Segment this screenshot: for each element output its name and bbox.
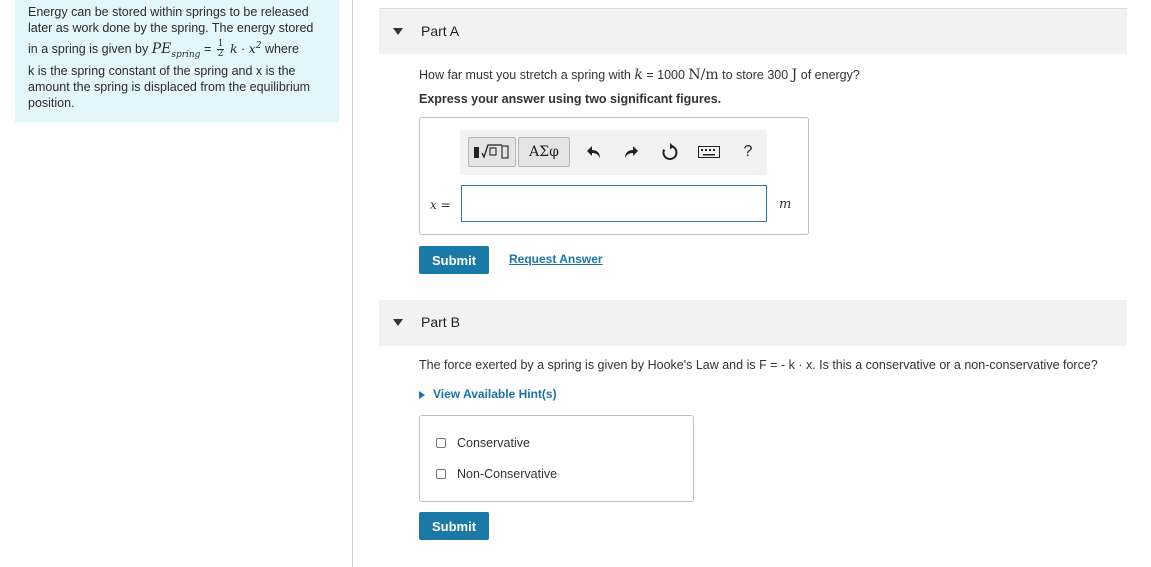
pe-symbol: $PE_{spring}$ <box>151 41 201 60</box>
dot-operator: · <box>241 42 246 57</box>
option-non-conservative[interactable] <box>436 467 557 481</box>
part-a-submit-button[interactable]: Submit <box>419 246 489 274</box>
template-button[interactable] <box>468 137 516 167</box>
reset-icon[interactable] <box>659 141 681 163</box>
info-line: Energy can be stored within springs to be released <box>28 5 309 19</box>
choices-box <box>419 415 694 502</box>
equals-sign: = <box>203 42 212 57</box>
request-answer-link[interactable]: Request Answer <box>509 252 603 266</box>
part-b-title: Part B <box>421 314 460 330</box>
checkbox[interactable] <box>436 469 446 479</box>
part-a-instruction: Express your answer using two significant figures. <box>419 92 722 106</box>
collapse-caret-icon[interactable] <box>393 28 403 35</box>
math-toolbar <box>460 130 767 175</box>
expand-caret-icon <box>419 391 425 399</box>
k-symbol: k <box>229 41 238 57</box>
part-a-question: How far must you stretch a spring with k = 1000 N/m to store 300 J of energy? <box>419 67 860 83</box>
info-line: k is the spring constant of the spring and x is the <box>28 63 296 78</box>
part-b-header[interactable] <box>379 300 1127 346</box>
info-line: position. <box>28 95 75 110</box>
redo-icon[interactable] <box>620 141 642 163</box>
part-a-title: Part A <box>421 23 460 39</box>
one-half-fraction: $\frac{1}{2}$ <box>217 39 224 60</box>
info-text: in a spring is given by <box>28 42 149 57</box>
keyboard-icon[interactable] <box>698 141 720 163</box>
column-divider <box>352 0 353 567</box>
collapse-caret-icon[interactable] <box>393 319 403 326</box>
x-squared: $x^2$ <box>248 41 262 57</box>
checkbox[interactable] <box>436 438 446 448</box>
help-button[interactable]: ? <box>743 143 753 160</box>
hint-label: View Available Hint(s) <box>433 387 557 401</box>
info-line: later as work done by the spring. The energy stored <box>28 21 314 35</box>
greek-symbols-button[interactable]: ΑΣφ <box>518 137 570 167</box>
variable-label: x = <box>430 198 451 212</box>
info-text: where <box>264 42 299 57</box>
option-conservative[interactable] <box>436 436 530 450</box>
view-hints-link[interactable] <box>419 387 557 401</box>
option-label: Non-Conservative <box>457 467 558 481</box>
undo-icon[interactable] <box>583 141 605 163</box>
answer-input[interactable] <box>461 185 767 222</box>
option-label: Conservative <box>457 436 530 450</box>
info-formula-line <box>28 38 327 63</box>
info-panel <box>15 0 339 122</box>
part-a-header[interactable] <box>379 8 1127 54</box>
unit-label: m <box>779 197 792 212</box>
template-icon <box>472 142 512 162</box>
part-b-submit-button[interactable]: Submit <box>419 512 489 540</box>
part-b-question: The force exerted by a spring is given by Hooke's Law and is F = - k · x. Is this a conservative or a non-conservative force? <box>419 358 1098 372</box>
info-line: amount the spring is displaced from the equilibrium <box>28 79 311 94</box>
